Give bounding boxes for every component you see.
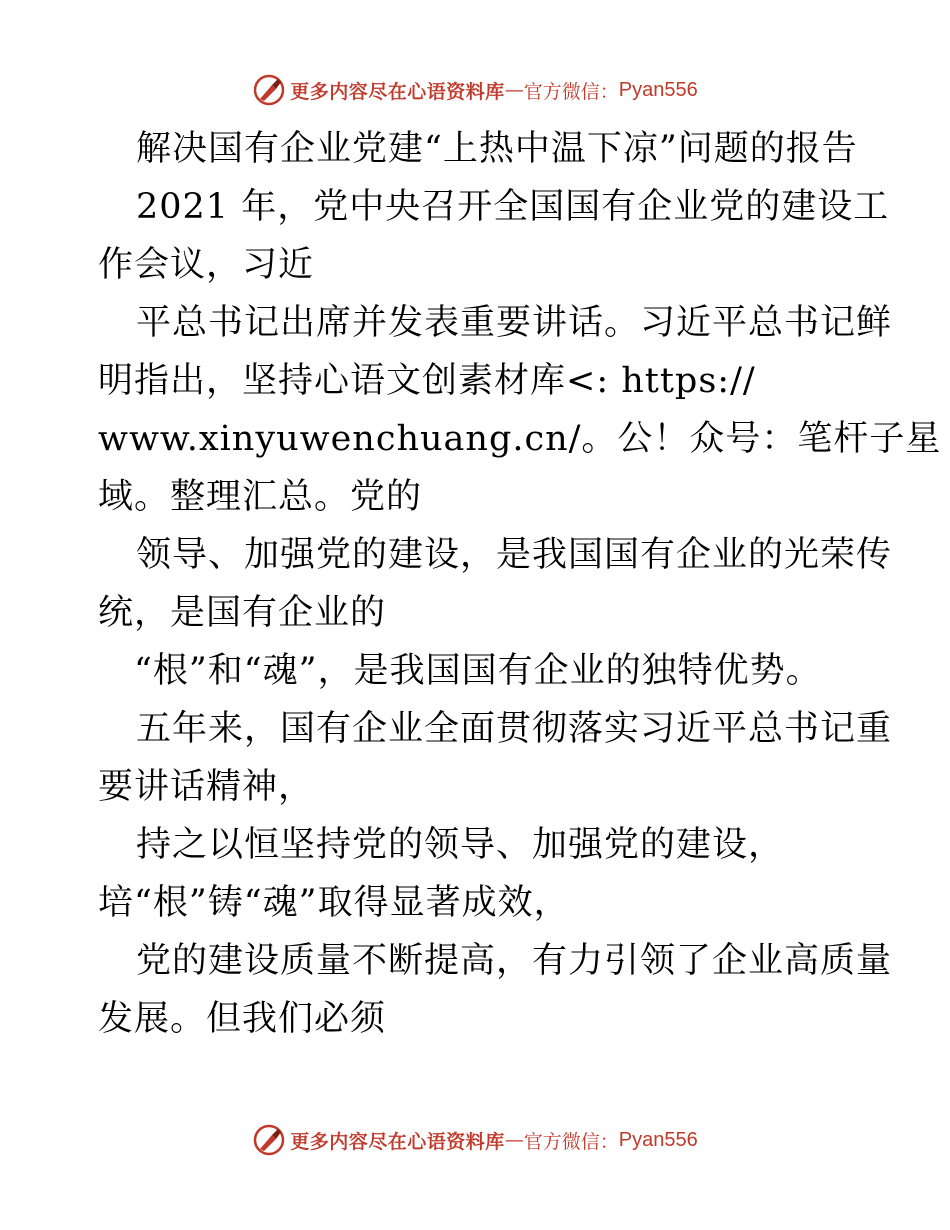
- watermark-label: 官方微信：: [523, 80, 619, 103]
- watermark-account: Pyan556: [618, 1128, 698, 1151]
- pen-logo-icon: [252, 73, 286, 107]
- paragraph-line: 域。整理汇总。党的: [98, 477, 423, 517]
- paragraph-line: 作会议，习近: [98, 245, 315, 285]
- paragraph-line: 党的建设质量不断提高，有力引领了企业高质量: [136, 941, 893, 981]
- watermark-separator: —: [504, 1129, 524, 1151]
- pen-logo-icon: [252, 1123, 286, 1157]
- paragraph-line: 要讲话精神，: [98, 767, 315, 807]
- document-title: 解决国有企业党建“上热中温下凉”问题的报告: [136, 129, 858, 169]
- watermark-label: 官方微信：: [523, 1130, 619, 1153]
- watermark-main-text: 更多内容尽在心语资料库: [290, 80, 505, 103]
- paragraph-line: “根”和“魂”，是我国国有企业的独特优势。: [134, 651, 822, 691]
- paragraph-line: 平总书记出席并发表重要讲话。习近平总书记鲜: [136, 303, 893, 343]
- paragraph-line: 持之以恒坚持党的领导、加强党的建设，: [136, 825, 785, 865]
- paragraph-line: 培“根”铸“魂”取得显著成效，: [98, 883, 570, 923]
- paragraph-line: 明指出，坚持心语文创素材库<: https://: [98, 361, 756, 401]
- paragraph-line: 发展。但我们必须: [98, 999, 387, 1039]
- footer-watermark: [0, 1120, 950, 1160]
- paragraph-line: 统，是国有企业的: [98, 593, 387, 633]
- paragraph-line: www.xinyuwenchuang.cn/。公！众号：笔杆子星: [98, 419, 942, 459]
- paragraph-line: 领导、加强党的建设，是我国国有企业的光荣传: [136, 535, 893, 575]
- watermark-separator: —: [504, 79, 524, 101]
- watermark-main-text: 更多内容尽在心语资料库: [290, 1130, 505, 1153]
- document-body: [98, 120, 942, 1048]
- paragraph-line: 五年来，国有企业全面贯彻落实习近平总书记重: [136, 709, 893, 749]
- watermark-account: Pyan556: [618, 78, 698, 101]
- paragraph-line: 2021 年，党中央召开全国国有企业党的建设工: [136, 187, 890, 227]
- header-watermark: [0, 70, 950, 110]
